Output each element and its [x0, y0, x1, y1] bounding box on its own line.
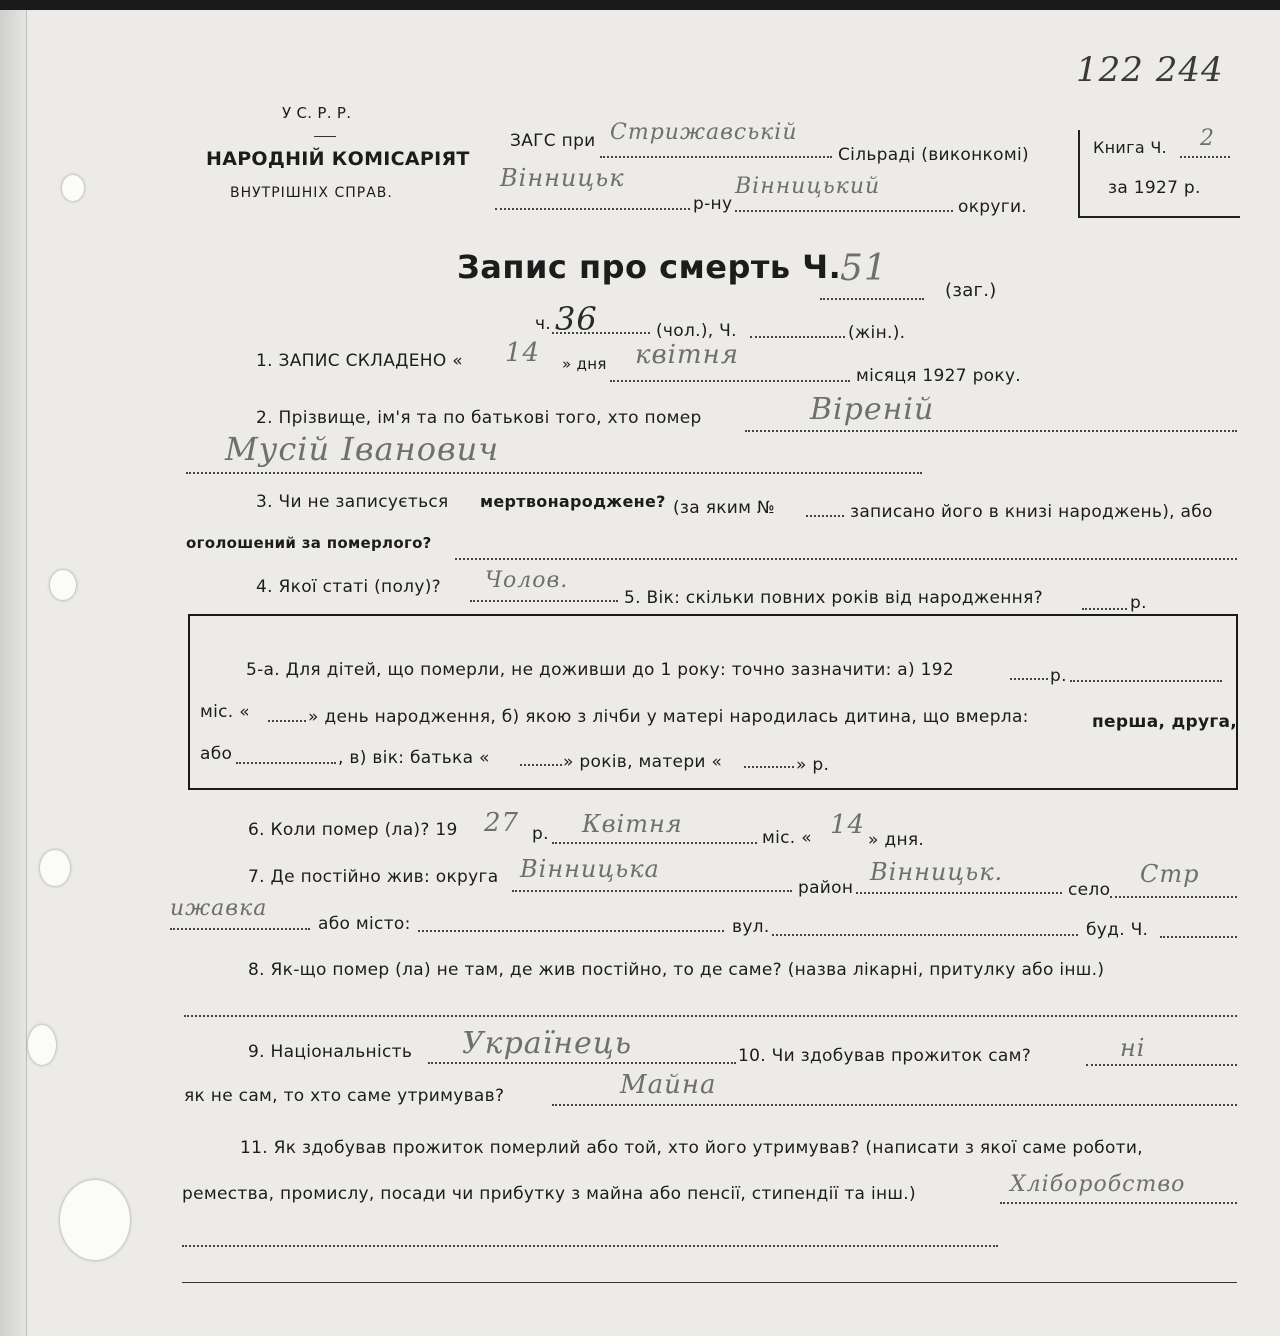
book-year: за 1927 р.	[1108, 178, 1201, 198]
f7-vul-line	[772, 934, 1078, 936]
box-line1: 5-а. Для дітей, що померли, не доживши до 1 року: точно зазначити: а) 192	[246, 660, 955, 680]
f11-line-extra1	[182, 1245, 998, 1247]
box-line2b: » день народження, б) якою з лічби у матері народилась дитина, що вмерла:	[308, 707, 1029, 727]
box-line3-or	[236, 762, 336, 764]
f3-line2: оголошений за померлого?	[186, 534, 432, 552]
f1-prefix: 1. ЗАПИС СКЛАДЕНО «	[256, 351, 463, 371]
f9-label: 9. Національність	[248, 1042, 413, 1062]
f7-vul: вул.	[732, 917, 770, 937]
f11-line	[1000, 1202, 1237, 1204]
ministry-sub-label: ВНУТРІШНІХ СПРАВ.	[230, 185, 393, 201]
f8-line	[184, 1015, 1237, 1017]
female-label: (жін.).	[848, 323, 906, 343]
f2-value1: Віреній	[810, 392, 935, 427]
box-line3-mother	[744, 766, 794, 768]
okruha-label: округи.	[958, 197, 1028, 217]
punch-hole	[50, 570, 76, 600]
female-number-line	[750, 336, 845, 338]
f6-month: Квітня	[582, 810, 683, 838]
f7-okruha: Вінницька	[520, 855, 660, 883]
box-line1-end: р.	[1050, 666, 1067, 686]
f11-value: Хліборобство	[1010, 1172, 1186, 1197]
f3-p2: мертвонароджене?	[480, 492, 666, 511]
zags-value-line	[600, 156, 832, 158]
f7-misto: або місто:	[318, 914, 411, 934]
f7-bud-line	[1160, 936, 1237, 938]
okruha-line	[735, 210, 953, 212]
f2-label: 2. Прізвище, ім'я та по батькові того, хто помер	[256, 408, 702, 428]
f6-prefix: 6. Коли помер (ла)? 19	[248, 820, 458, 840]
box-line3-father	[520, 764, 562, 766]
f10-value: ні	[1120, 1034, 1146, 1062]
f6-day: 14	[830, 810, 866, 840]
f1-month-line	[610, 380, 850, 382]
f10-line2-fill	[552, 1104, 1237, 1106]
district-line	[495, 208, 690, 210]
book-label: Книга Ч.	[1093, 138, 1167, 157]
f7-raion: Вінницьк.	[870, 858, 1004, 886]
okruha-value: Вінницький	[735, 174, 881, 199]
district-value: Вінницьк	[500, 164, 625, 192]
record-title: Запис про смерть Ч.	[457, 248, 842, 286]
f4-value: Чолов.	[485, 568, 569, 593]
f2-line1	[745, 430, 1237, 432]
zags-prefix: ЗАГС при	[510, 131, 596, 151]
f5-label: 5. Вік: скільки повних років від народження?	[624, 588, 1043, 608]
record-number-line	[820, 298, 924, 300]
f8-label: 8. Як-що помер (ла) не там, де жив постійно, то де саме? (назва лікарні, притулку або інш.)	[248, 960, 1105, 980]
f9-line	[428, 1062, 736, 1064]
male-number-line	[552, 332, 650, 334]
f10-line	[1086, 1064, 1237, 1066]
f1-month: квітня	[635, 340, 739, 370]
death-record-page	[0, 10, 1280, 1336]
binding-fold	[0, 10, 27, 1336]
f11-line-extra2	[182, 1282, 1237, 1283]
box-line3c: » років, матери «	[563, 752, 723, 772]
f6-mis: міс. «	[762, 828, 812, 848]
box-line1-tail	[1070, 680, 1222, 682]
book-value-line	[1180, 156, 1230, 158]
record-suffix: (заг.)	[945, 280, 997, 301]
zags-value: Стрижавській	[610, 120, 798, 145]
f6-month-line	[552, 842, 757, 844]
sub-prefix: ч.	[535, 314, 552, 334]
f7-label: 7. Де постійно жив: округа	[248, 867, 499, 887]
f3-p3: (за яким №	[673, 498, 775, 518]
f7-selo2: ижавка	[170, 896, 268, 921]
f10-label: 10. Чи здобував прожиток сам?	[738, 1046, 1032, 1066]
f3-p4: записано його в книзі народжень), або	[850, 502, 1213, 522]
box-line2a: міс. «	[200, 702, 250, 722]
zags-suffix: Сільраді (виконкомі)	[838, 145, 1029, 165]
f7-misto-line	[418, 930, 724, 932]
f7-selo1: Стр	[1140, 860, 1200, 888]
male-number: 36	[555, 300, 598, 338]
f5-line	[1082, 608, 1127, 610]
f7-bud: буд. Ч.	[1086, 920, 1149, 940]
record-number: 51	[840, 248, 888, 289]
f7-selo-line	[1110, 896, 1237, 898]
punch-hole	[60, 1180, 130, 1260]
f10-value2: Майна	[620, 1070, 717, 1100]
f3-p1: 3. Чи не записується	[256, 492, 449, 512]
box-line1-fill	[1010, 678, 1048, 680]
box-line3b: , в) вік: батька «	[338, 748, 490, 768]
header-rule	[314, 136, 336, 137]
f7-okruha-line	[512, 890, 792, 892]
book-value: 2	[1200, 126, 1215, 151]
box-line2-day	[268, 720, 306, 722]
ministry-label: НАРОДНІЙ КОМІСАРІЯТ	[206, 148, 470, 170]
male-label: (чол.), Ч.	[656, 321, 737, 341]
f1-suffix: місяця 1927 року.	[856, 366, 1022, 386]
punch-hole	[40, 850, 70, 886]
punch-hole	[62, 175, 84, 201]
box-line2c: перша, друга,	[1092, 712, 1238, 732]
f6-suffix: » дня.	[868, 830, 925, 850]
f1-day: 14	[505, 338, 541, 368]
f4-label: 4. Якої статі (полу)?	[256, 577, 441, 597]
archive-numbers: 122 244	[1076, 50, 1224, 90]
f9-value: Українець	[462, 1026, 633, 1061]
f7-raion-label: район	[798, 878, 854, 898]
punch-hole	[28, 1025, 56, 1065]
republic-label: У С. Р. Р.	[282, 104, 352, 122]
district-label: р-ну	[693, 194, 733, 214]
f6-year: 27	[484, 808, 520, 838]
f4-line	[470, 600, 618, 602]
f11-line1: 11. Як здобував прожиток померлий або той, хто його утримував? (написати з якої саме роботи,	[240, 1138, 1143, 1158]
f7-selo-label: село	[1068, 880, 1111, 900]
f5-suffix: р.	[1130, 593, 1147, 613]
f7-raion-line	[856, 892, 1062, 894]
f6-r: р.	[532, 824, 549, 844]
f11-line2: ремества, промислу, посади чи прибутку з майна або пенсії, стипендії та інш.)	[182, 1184, 916, 1204]
f10-line2: як не сам, то хто саме утримував?	[184, 1086, 505, 1106]
f2-line2	[186, 472, 922, 474]
f2-value2: Мусій Іванович	[225, 430, 500, 468]
f7-selo2-line	[170, 928, 310, 930]
box-line3a: або	[200, 744, 233, 764]
f3-line2-fill	[455, 558, 1237, 560]
f3-number-line	[806, 515, 844, 517]
f1-mid: » дня	[562, 355, 607, 373]
box-line3d: » р.	[796, 755, 830, 775]
